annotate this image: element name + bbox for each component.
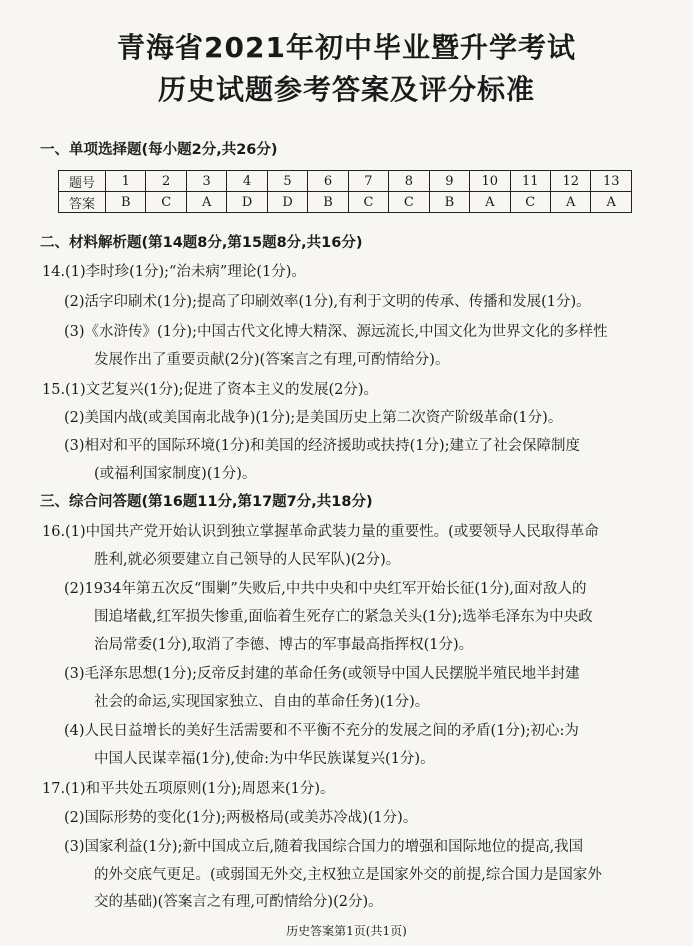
question-number: 9 — [429, 171, 469, 192]
answer-line-q16-4: (4)人民日益增长的美好生活需要和不平衡不充分的发展之间的矛盾(1分);初心:为 — [64, 723, 579, 739]
answer-cell: B — [308, 192, 348, 213]
answer-line-q16-2-cont1: 围追堵截,红军损失惨重,面临着生死存亡的紧急关头(1分);选举毛泽东为中央政 — [94, 609, 593, 625]
answer-line-q16-4-cont: 中国人民谋幸福(1分),使命:为中华民族谋复兴(1分)。 — [94, 751, 435, 767]
answer-cell: A — [470, 192, 510, 213]
answer-line-q15-2: (2)美国内战(或美国南北战争)(1分);是美国历史上第二次资产阶级革命(1分)。 — [64, 410, 563, 426]
question-number: 7 — [348, 171, 388, 192]
table-row-answers — [59, 192, 632, 213]
answer-cell: B — [106, 192, 146, 213]
answer-line-q14-3: (3)《水浒传》(1分);中国古代文化博大精深、源远流长,中国文化为世界文化的多样性 — [64, 324, 608, 340]
answer-cell: A — [186, 192, 226, 213]
document-title-line2: 历史试题参考答案及评分标准 — [157, 73, 535, 106]
answer-cell: A — [591, 192, 632, 213]
answer-line-q16-1-cont: 胜利,就必须要建立自己领导的人民军队)(2分)。 — [94, 552, 401, 568]
question-number: 10 — [470, 171, 510, 192]
answer-cell: C — [146, 192, 186, 213]
answer-line-q16-2: (2)1934年第五次反“围剿”失败后,中共中央和中央红军开始长征(1分),面对敌人的 — [64, 581, 587, 597]
answer-line-q17-2: (2)国际形势的变化(1分);两极格局(或美苏冷战)(1分)。 — [64, 810, 418, 826]
answer-line-q15-3-cont: (或福利国家制度)(1分)。 — [94, 466, 257, 482]
section2-heading: 二、材料解析题(第14题8分,第15题8分,共16分) — [40, 235, 363, 251]
answer-line-q16-1: 16.(1)中国共产党开始认识到独立掌握革命武装力量的重要性。(或要领导人民取得革命 — [42, 524, 599, 540]
answer-line-q17-3-cont2: 交的基础)(答案言之有理,可酌情给分)(2分)。 — [94, 894, 383, 910]
answer-line-q17-3: (3)国家利益(1分);新中国成立后,随着我国综合国力的增强和国际地位的提高,我国 — [64, 839, 584, 855]
answer-cell: D — [267, 192, 307, 213]
question-number: 2 — [146, 171, 186, 192]
answer-line-q17-3-cont1: 的外交底气更足。(或弱国无外交,主权独立是国家外交的前提,综合国力是国家外 — [94, 867, 602, 883]
question-number: 8 — [389, 171, 429, 192]
answer-line-q15-3: (3)相对和平的国际环境(1分)和美国的经济援助或扶持(1分);建立了社会保障制度 — [64, 438, 581, 454]
section1-heading: 一、单项选择题(每小题2分,共26分) — [40, 142, 278, 158]
question-number: 11 — [510, 171, 550, 192]
question-number: 12 — [550, 171, 590, 192]
answer-line-q14-3-cont: 发展作出了重要贡献(2分)(答案言之有理,可酌情给分)。 — [94, 352, 450, 368]
answer-cell: B — [429, 192, 469, 213]
question-number: 5 — [267, 171, 307, 192]
question-number: 1 — [106, 171, 146, 192]
question-number: 4 — [227, 171, 267, 192]
page-footer: 历史答案第1页(共1页) — [286, 924, 407, 938]
answer-table — [58, 170, 632, 213]
answer-line-q16-3: (3)毛泽东思想(1分);反帝反封建的革命任务(或领导中国人民摆脱半殖民地半封建 — [64, 666, 580, 682]
answer-cell: C — [389, 192, 429, 213]
answer-line-q14-1: 14.(1)李时珍(1分);“治未病”理论(1分)。 — [42, 264, 306, 280]
row-label-number: 题号 — [59, 171, 106, 192]
answer-cell: A — [550, 192, 590, 213]
answer-cell: C — [348, 192, 388, 213]
question-number: 3 — [186, 171, 226, 192]
answer-line-q17-1: 17.(1)和平共处五项原则(1分);周恩来(1分)。 — [42, 781, 335, 797]
table-row-question-numbers — [59, 171, 632, 192]
question-number: 13 — [591, 171, 632, 192]
row-label-answer: 答案 — [59, 192, 106, 213]
section3-heading: 三、综合问答题(第16题11分,第17题7分,共18分) — [40, 494, 373, 510]
document-title-line1: 青海省2021年初中毕业暨升学考试 — [117, 31, 576, 64]
answer-line-q16-3-cont: 社会的命运,实现国家独立、自由的革命任务)(1分)。 — [94, 694, 430, 710]
answer-cell: D — [227, 192, 267, 213]
answer-line-q14-2: (2)活字印刷术(1分);提高了印刷效率(1分),有利于文明的传承、传播和发展(1分)。 — [64, 294, 591, 310]
answer-line-q16-2-cont2: 治局常委(1分),取消了李德、博古的军事最高指挥权(1分)。 — [94, 637, 474, 653]
answer-cell: C — [510, 192, 550, 213]
answer-line-q15-1: 15.(1)文艺复兴(1分);促进了资本主义的发展(2分)。 — [42, 382, 379, 398]
question-number: 6 — [308, 171, 348, 192]
